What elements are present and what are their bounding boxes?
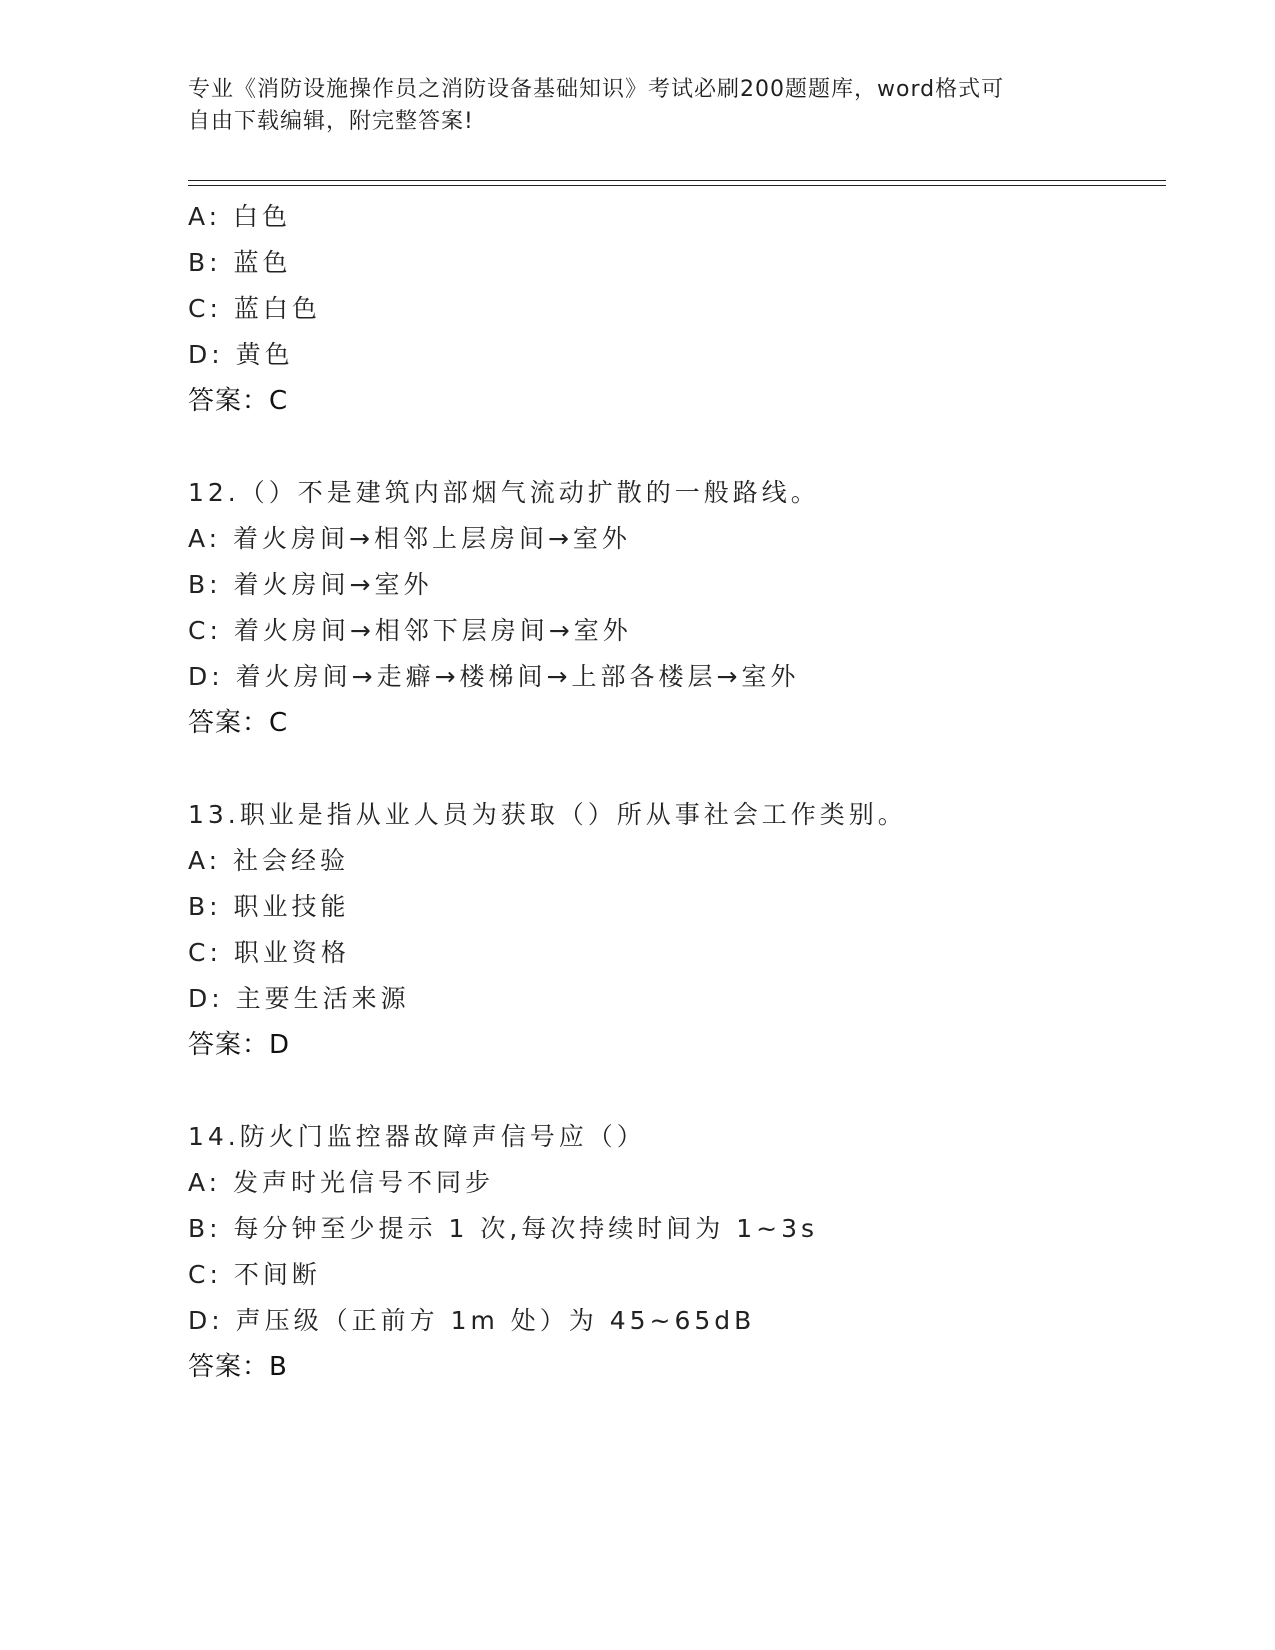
option-d: D: 主要生活来源: [188, 984, 410, 1013]
question-content: [188, 194, 1168, 1390]
question-spacer: [188, 1068, 1168, 1114]
question-spacer: [188, 746, 1168, 792]
header-divider-bottom: [188, 185, 1166, 186]
header-title-line-2: 自由下载编辑，附完整答案!: [188, 109, 474, 134]
option-c: C: 蓝白色: [188, 294, 321, 323]
question-stem: 13.职业是指从业人员为获取（）所从事社会工作类别。: [188, 800, 907, 829]
option-c: C: 职业资格: [188, 938, 350, 967]
option-a: A: 发声时光信号不同步: [188, 1168, 495, 1197]
document-header: [188, 74, 1088, 138]
option-a: A: 白色: [188, 202, 292, 231]
option-c: C: 着火房间→相邻下层房间→室外: [188, 616, 632, 645]
option-c: C: 不间断: [188, 1260, 321, 1289]
header-title-line-1: 专业《消防设施操作员之消防设备基础知识》考试必刷200题题库，word格式可: [188, 77, 1005, 102]
option-b: B: 着火房间→室外: [188, 570, 433, 599]
option-d: D: 声压级（正前方 1m 处）为 45~65dB: [188, 1306, 756, 1335]
header-divider-top: [188, 180, 1166, 181]
option-a: A: 着火房间→相邻上层房间→室外: [188, 524, 631, 553]
question-stem: 12.（）不是建筑内部烟气流动扩散的一般路线。: [188, 478, 820, 507]
answer-line: 答案：D: [188, 1030, 291, 1060]
question-block-13: [188, 792, 1168, 1068]
option-d: D: 着火房间→走癖→楼梯间→上部各楼层→室外: [188, 662, 800, 691]
question-block-12: [188, 470, 1168, 746]
question-block-14: [188, 1114, 1168, 1390]
option-b: B: 职业技能: [188, 892, 350, 921]
option-b: B: 每分钟至少提示 1 次,每次持续时间为 1~3s: [188, 1214, 818, 1243]
option-d: D: 黄色: [188, 340, 294, 369]
previous-question-block: [188, 194, 1168, 424]
answer-line: 答案：C: [188, 386, 289, 416]
option-b: B: 蓝色: [188, 248, 292, 277]
option-a: A: 社会经验: [188, 846, 350, 875]
question-stem: 14.防火门监控器故障声信号应（）: [188, 1122, 646, 1151]
answer-line: 答案：C: [188, 708, 289, 738]
answer-line: 答案：B: [188, 1352, 288, 1382]
question-spacer: [188, 424, 1168, 470]
